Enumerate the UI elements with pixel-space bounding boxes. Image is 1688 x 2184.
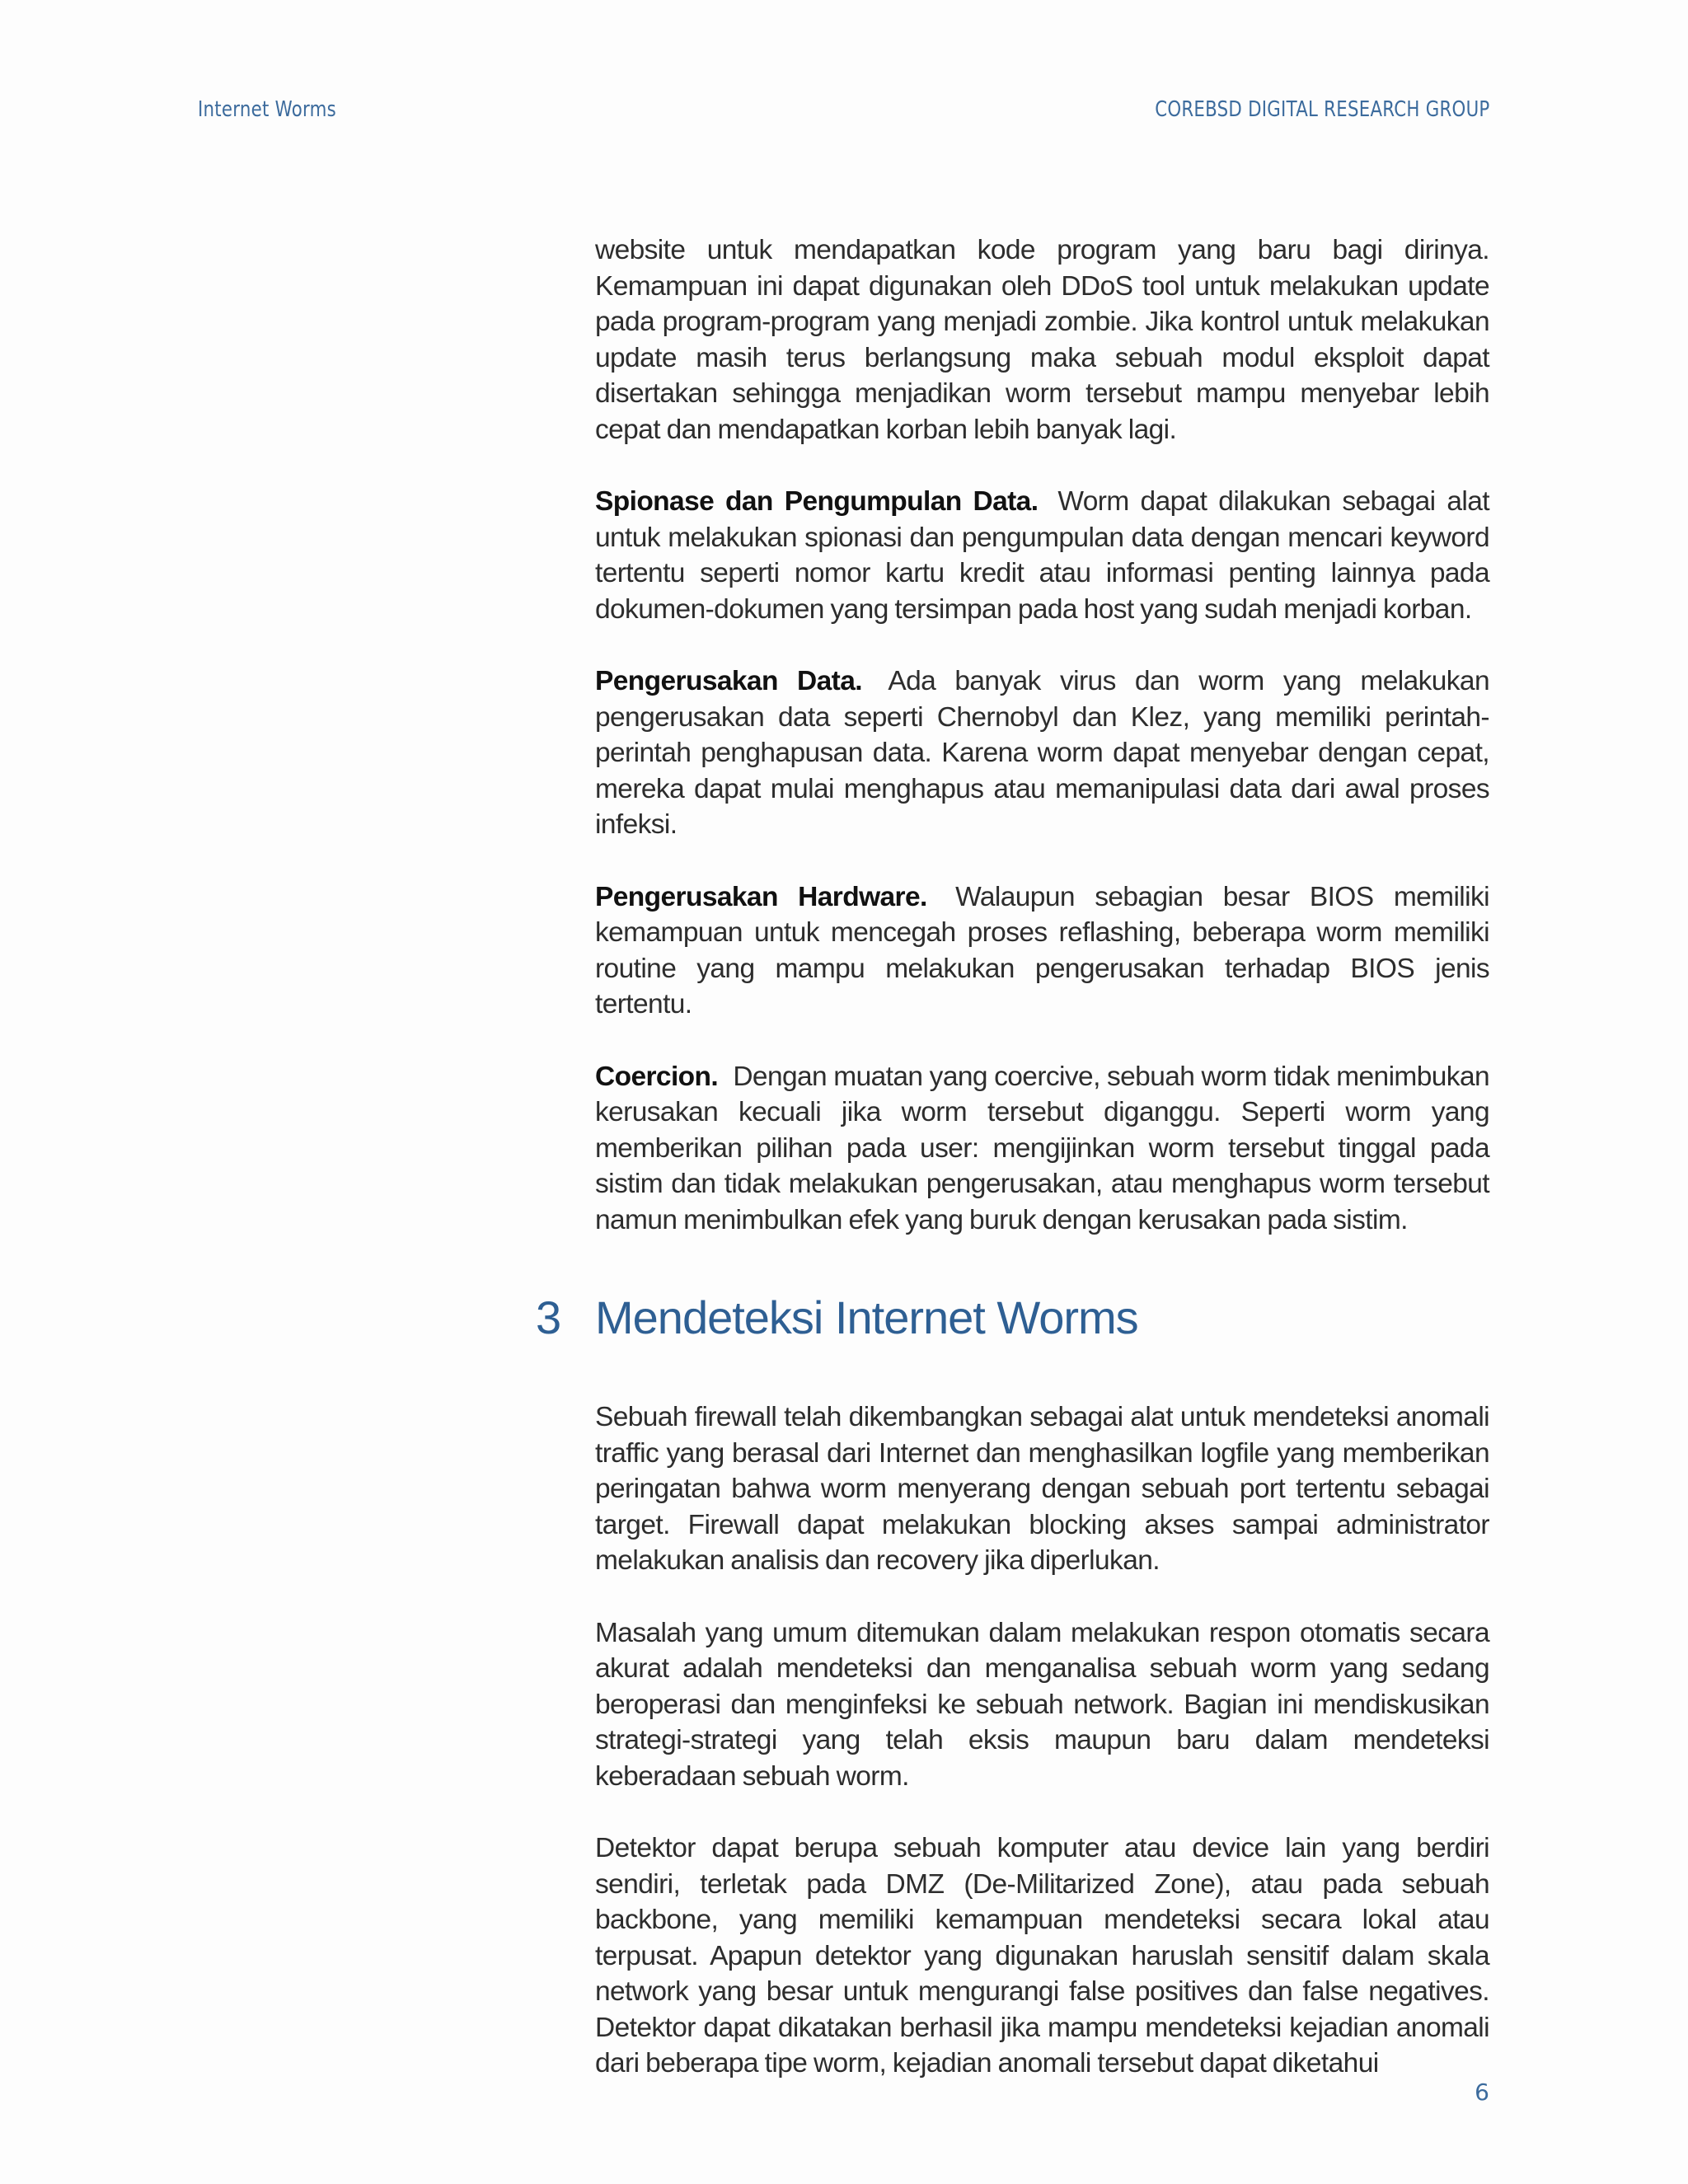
header-organization: COREBSD DIGITAL RESEARCH GROUP: [1155, 97, 1490, 122]
paragraph-text: Dengan muatan yang coercive, sebuah worm tidak menimbukan kerusakan kecuali jika worm tersebut diganggu. Seperti worm yang memberikan pilihan pada user: mengijinkan worm tersebut tinggal pada sistim dan tidak melakukan pengerusakan, atau menghapus worm tersebut namun menimbulkan efek yang buruk dengan kerusakan pada sistim.: [595, 1061, 1489, 1235]
paragraph-coercion: [595, 1059, 1489, 1239]
header-document-title: Internet Worms: [198, 97, 337, 122]
paragraph-lead-term: Pengerusakan Data.: [595, 666, 862, 696]
paragraph-detektor: [595, 1830, 1489, 2082]
paragraph-spionase: [595, 484, 1489, 627]
paragraph-firewall: [595, 1399, 1489, 1579]
paragraph-text: Worm dapat dilakukan sebagai alat untuk melakukan spionasi dan pengumpulan data dengan mencari keyword tertentu seperti nomor kartu kredit atau informasi penting lainnya pada dokumen-dokumen yang tersimpan pada host yang sudah menjadi korban.: [595, 486, 1490, 625]
paragraph-text: Ada banyak virus dan worm yang melakukan pengerusakan data seperti Chernobyl dan Klez, yang memiliki perintah-perintah penghapusan data. Karena worm dapat menyebar dengan cepat, mereka dapat mulai menghapus atau memanipulasi data dari awal proses infeksi.: [595, 666, 1489, 840]
paragraph-text: Masalah yang umum ditemukan dalam melakukan respon otomatis secara akurat adalah mendeteksi dan menganalisa sebuah worm yang sedang beroperasi dan menginfeksi ke sebuah network. Bagian ini mendiskusikan strategi-strategi yang telah eksis maupun baru dalam mendeteksi keberadaan sebuah worm.: [595, 1617, 1489, 1792]
paragraph-text: Detektor dapat berupa sebuah komputer atau device lain yang berdiri sendiri, terletak pada DMZ (De-Militarized Zone), atau pada sebuah backbone, yang memiliki kemampuan mendeteksi secara lokal atau terpusat. Apapun detektor yang digunakan haruslah sensitif dalam skala network yang besar untuk mengurangi false positives dan false negatives. Detektor dapat dikatakan berhasil jika mampu mendeteksi kejadian anomali dari beberapa tipe worm, kejadian anomali tersebut dapat diketahui: [595, 1833, 1489, 2079]
section-number: 3: [536, 1291, 562, 1343]
paragraph-lead-term: Spionase dan Pengumpulan Data.: [595, 486, 1039, 517]
section-heading: [536, 1289, 1489, 1347]
paragraph-continuation: [595, 232, 1489, 448]
section-title: Mendeteksi Internet Worms: [595, 1291, 1138, 1343]
page-body: [536, 232, 1490, 2118]
paragraph-lead-term: Pengerusakan Hardware.: [595, 881, 927, 912]
running-header: [198, 97, 1490, 130]
paragraph-pengerusakan-hardware: [595, 879, 1489, 1023]
paragraph-text: website untuk mendapatkan kode program yang baru bagi dirinya. Kemampuan ini dapat digunakan oleh DDoS tool untuk melakukan update pada program-program yang menjadi zombie. Jika kontrol untuk melakukan update masih terus berlangsung maka sebuah modul eksploit dapat disertakan sehingga menjadikan worm tersebut mampu menyebar lebih cepat dan mendapatkan korban lebih banyak lagi.: [595, 235, 1489, 445]
paragraph-pengerusakan-data: [595, 663, 1489, 843]
paragraph-masalah: [595, 1615, 1489, 1795]
page-number: 6: [1475, 2079, 1489, 2106]
paragraph-lead-term: Coercion.: [595, 1061, 719, 1092]
paragraph-text: Sebuah firewall telah dikembangkan sebagai alat untuk mendeteksi anomali traffic yang berasal dari Internet dan menghasilkan logfile yang memberikan peringatan bahwa worm menyerang dengan sebuah port tertentu sebagai target. Firewall dapat melakukan blocking akses sampai administrator melakukan analisis dan recovery jika diperlukan.: [595, 1402, 1489, 1576]
paragraph-text: Walaupun sebagian besar BIOS memiliki kemampuan untuk mencegah proses reflashing, beberapa worm memiliki routine yang mampu melakukan pengerusakan terhadap BIOS jenis tertentu.: [595, 881, 1489, 1019]
